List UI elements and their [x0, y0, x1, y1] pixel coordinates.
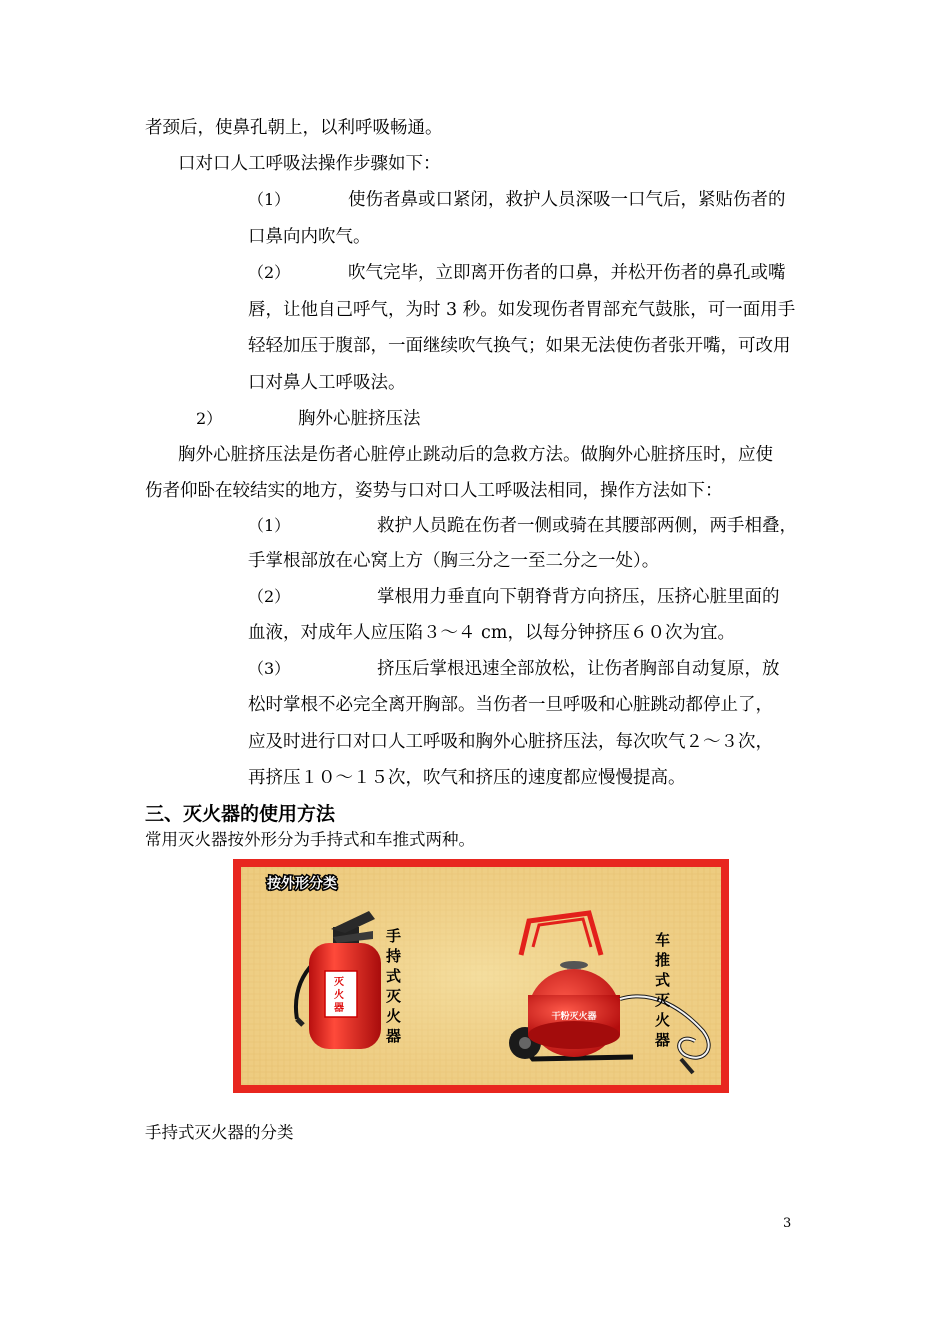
step-text: 挤压后掌根迅速全部放松，让伤者胸部自动复原，放 — [377, 659, 780, 679]
cart-label-char: 器 — [655, 1031, 671, 1049]
paragraph-line: 胸外心脏挤压法是伤者心脏停止跳动后的急救方法。做胸外心脏挤压时，应使 — [178, 445, 773, 465]
step-text: 唇，让他自己呼气，为时 3 秒。如发现伤者胃部充气鼓胀，可一面用手 — [248, 300, 796, 320]
paragraph-line: 者颈后，使鼻孔朝上，以利呼吸畅通。 — [145, 118, 443, 138]
step-text: 再挤压１０～１５次，吹气和挤压的速度都应慢慢提高。 — [248, 768, 686, 788]
step-number: （1） — [248, 516, 291, 535]
figure-banner: 按外形分类 — [267, 876, 337, 892]
step-number: （3） — [248, 659, 291, 678]
handheld-tag-char: 火 — [334, 990, 344, 1001]
section-intro: 常用灭火器按外形分为手持式和车推式两种。 — [145, 830, 475, 849]
handheld-label-char: 式 — [386, 967, 402, 985]
handheld-label-char: 持 — [386, 947, 402, 965]
step-text: 轻轻加压于腹部，一面继续吹气换气；如果无法使伤者张开嘴，可改用 — [248, 336, 791, 356]
step-text: 吹气完毕，立即离开伤者的口鼻，并松开伤者的鼻孔或嘴 — [348, 263, 786, 283]
cart-label-char: 车 — [655, 931, 671, 949]
step-text: 掌根用力垂直向下朝脊背方向挤压，压挤心脏里面的 — [377, 587, 780, 607]
step-text: 血液，对成年人应压陷３～４ cm，以每分钟挤压６０次为宜。 — [248, 623, 735, 643]
cart-label-char: 火 — [655, 1011, 671, 1029]
handheld-tag-char: 灭 — [334, 977, 344, 988]
step-number: （2） — [248, 587, 291, 606]
step-text: 手掌根部放在心窝上方（胸三分之一至二分之一处）。 — [248, 551, 660, 571]
handheld-label-char: 手 — [386, 927, 402, 945]
page-number: 3 — [783, 1216, 792, 1231]
step-text: 使伤者鼻或口紧闭，救护人员深吸一口气后，紧贴伤者的 — [348, 190, 786, 210]
cart-label-char: 推 — [655, 951, 671, 969]
step-text: 松时掌根不必完全离开胸部。当伤者一旦呼吸和心脏跳动都停止了， — [248, 695, 773, 715]
extinguisher-figure — [233, 859, 729, 1093]
cart-tag: 干粉灭火器 — [551, 1012, 597, 1022]
cart-label-char: 式 — [655, 971, 671, 989]
section-heading: 三、灭火器的使用方法 — [145, 803, 336, 825]
step-text: 应及时进行口对口人工呼吸和胸外心脏挤压法，每次吹气２～３次， — [248, 732, 773, 752]
paragraph-intro: 口对口人工呼吸法操作步骤如下： — [178, 154, 441, 174]
handheld-label-char: 灭 — [386, 987, 402, 1005]
step-text: 救护人员跪在伤者一侧或骑在其腰部两侧，两手相叠， — [377, 516, 797, 536]
paragraph-line: 伤者仰卧在较结实的地方，姿势与口对口人工呼吸法相同，操作方法如下： — [145, 481, 723, 501]
handheld-label-char: 火 — [386, 1007, 402, 1025]
step-number: （2） — [248, 263, 291, 282]
subsection-number: 2） — [196, 409, 223, 428]
handheld-label-char: 器 — [386, 1027, 402, 1045]
step-text: 口对鼻人工呼吸法。 — [248, 373, 406, 393]
step-text: 口鼻向内吹气。 — [248, 227, 371, 247]
figure-caption: 手持式灭火器的分类 — [145, 1123, 294, 1142]
step-number: （1） — [248, 190, 291, 209]
handheld-tag-char: 器 — [334, 1003, 344, 1014]
subsection-title: 胸外心脏挤压法 — [298, 409, 421, 429]
cart-label-char: 灭 — [655, 991, 671, 1009]
